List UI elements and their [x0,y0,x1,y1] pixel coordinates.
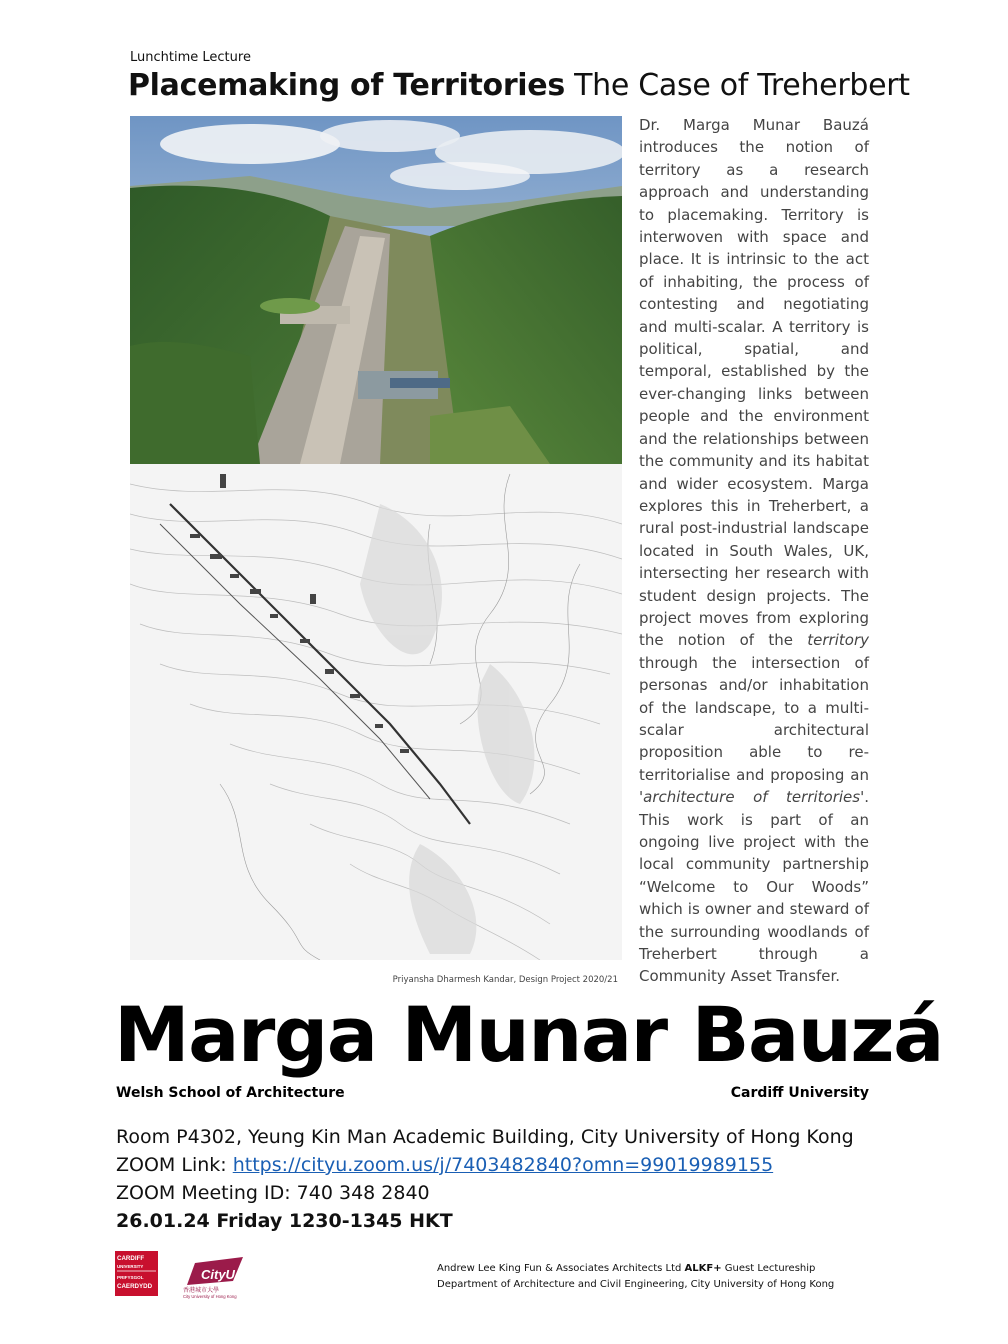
image-credit: Priyansha Dharmesh Kandar, Design Project 2020/21 [392,975,618,985]
cityu-logo-chinese: 香港城市大學 [183,1287,220,1294]
abstract-emphasis-architecture: architecture of territories [643,788,861,807]
lecture-abstract [639,114,869,988]
cardiff-logo-line-2: UNIVERSITY [117,1264,144,1269]
cardiff-university-logo [115,1251,158,1296]
lecture-title-main: Placemaking of Territories [128,68,565,103]
speaker-school: Welsh School of Architecture [116,1085,345,1101]
cardiff-logo-line-3: PRIFYSGOL [117,1275,144,1280]
zoom-link[interactable]: https://cityu.zoom.us/j/7403482840?omn=99019989155 [232,1154,774,1176]
cardiff-logo-line-1: CARDIFF [117,1255,145,1262]
footer-line-1 [437,1261,834,1277]
abstract-text-2: through the intersection of personas and/or inhabitation of the landscape, to a multi-scalar architectural proposition able to re-territorialise and proposing an ' [639,653,869,807]
event-type-label: Lunchtime Lecture [130,50,251,65]
cityu-logo-english: City University of Hong Kong [183,1294,237,1299]
cardiff-logo-graphic [115,1251,158,1296]
aerial-photo-illustration [130,116,622,464]
topographic-map-illustration [130,464,622,960]
zoom-link-line [116,1151,854,1179]
abstract-emphasis-territory: territory [807,631,869,650]
cityu-logo [181,1255,247,1299]
event-details [116,1123,854,1235]
sponsor-footer [437,1261,834,1293]
speaker-university: Cardiff University [730,1085,869,1101]
aerial-valley-photo [130,116,622,464]
footer-sponsor: Andrew Lee King Fun & Associates Architects Ltd [437,1263,685,1274]
footer-alkf: ALKF+ [684,1263,722,1274]
zoom-link-label: ZOOM Link: [116,1154,233,1176]
cardiff-logo-line-4: CAERDYDD [117,1283,153,1290]
topographic-map [130,464,622,960]
lecture-title-subtitle: The Case of Treherbert [574,68,910,103]
event-venue: Room P4302, Yeung Kin Man Academic Building, City University of Hong Kong [116,1126,854,1148]
abstract-text-3: '. This work is part of an ongoing live project with the local community partnership “Welcome to Our Woods” which is owner and steward of the surrounding woodlands of Treherbert through a Community Asset Transfer. [639,788,869,986]
footer-line-2: Department of Architecture and Civil Engineering, City University of Hong Kong [437,1279,835,1290]
footer-lectureship: Guest Lectureship [721,1263,816,1274]
zoom-meeting-id: ZOOM Meeting ID: 740 348 2840 [116,1182,430,1204]
abstract-text-1: Dr. Marga Munar Bauzá introduces the notion of territory as a research approach and understanding to placemaking. Territory is interwoven with space and place. It is intrinsic to the act of inhabiting, the process of contesting and negotiating and multi-scalar. A territory is political, spatial, and temporal, established by the ever-changing links between people and the environment and the relationships between the community and its habitat and wider ecosystem. Marga explores this in Treherbert, a rural post-industrial landscape located in South Wales, UK, intersecting her research with student design projects. The project moves from exploring the notion of the [639,116,869,650]
speaker-name: Marga Munar Bauzá [114,990,943,1079]
event-datetime: 26.01.24 Friday 1230-1345 HKT [116,1210,453,1232]
cityu-logo-graphic [181,1255,247,1299]
cityu-logo-text: CityU [201,1267,235,1282]
lecture-title [128,68,910,103]
